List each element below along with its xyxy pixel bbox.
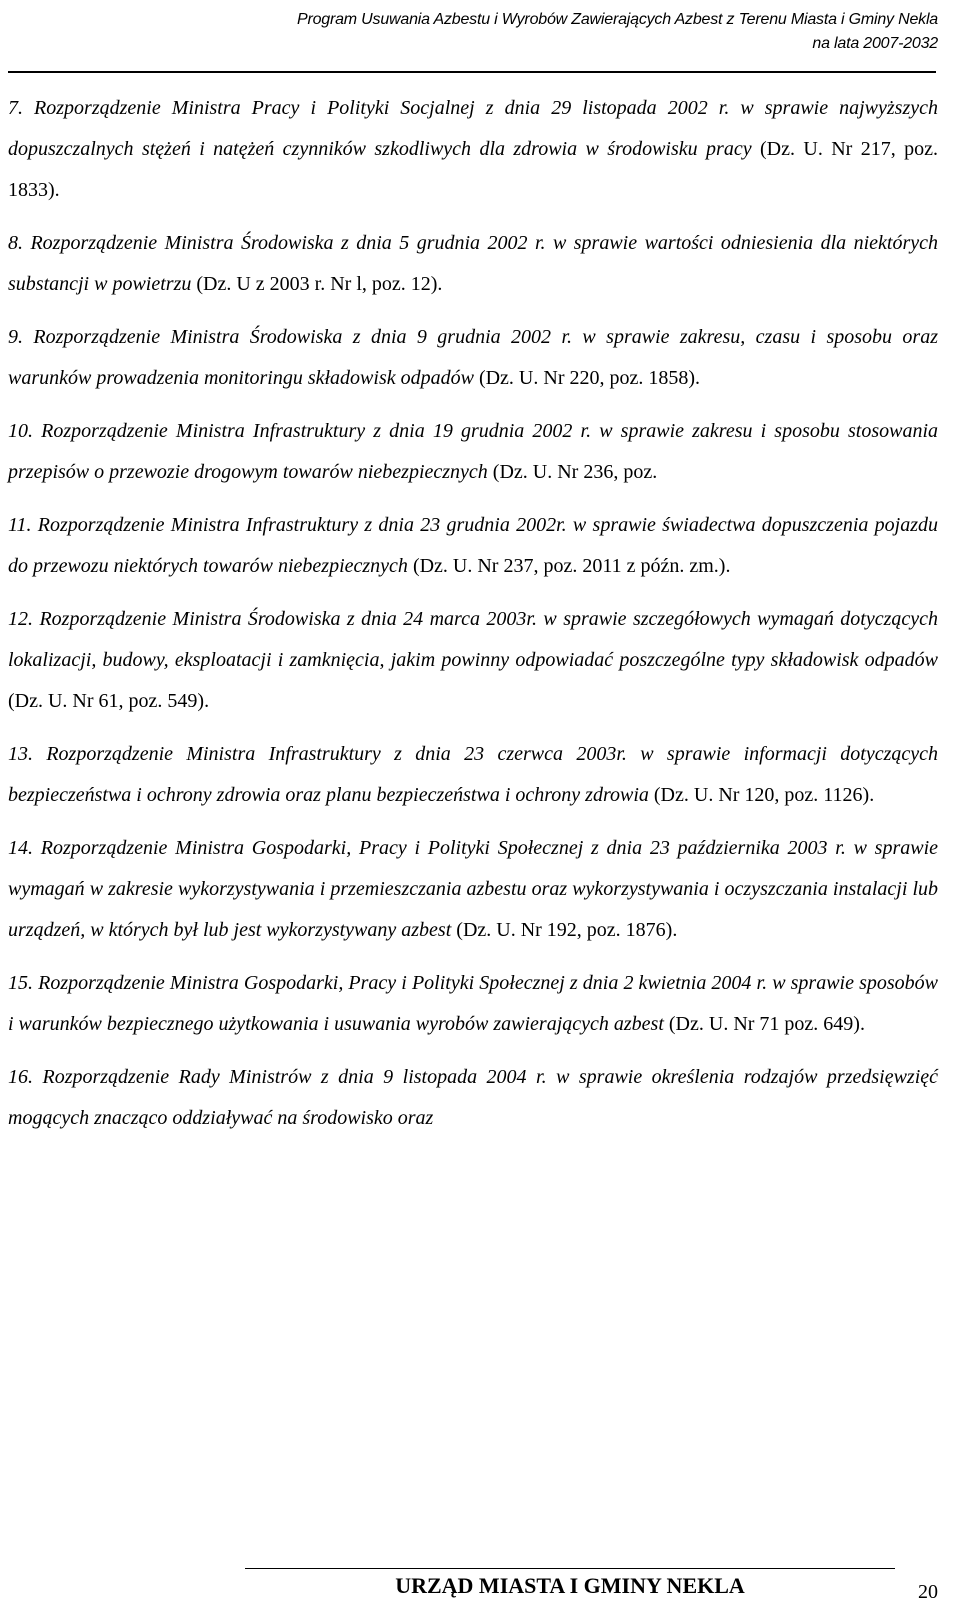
header-program-title: Program Usuwania Azbestu i Wyrobów Zawierających Azbest z Terenu Miasta i Gminy Nekla xyxy=(296,11,938,28)
list-item xyxy=(8,223,938,305)
list-item xyxy=(8,963,938,1045)
item-reference: (Dz. U. Nr 71 poz. 649). xyxy=(668,1013,865,1035)
item-title: Rozporządzenie Ministra Środowiska z dnia 9 grudnia 2002 r. w sprawie zakresu, czasu i sposobu oraz warunków prowadzenia monitoringu składowisk odpadów xyxy=(8,326,939,389)
item-number: 15. xyxy=(8,972,33,994)
item-reference: (Dz. U. Nr 61, poz. 549). xyxy=(8,690,210,712)
legal-acts-list xyxy=(8,88,938,1151)
item-number: 14. xyxy=(8,837,33,859)
footer-organization: URZĄD MIASTA I GMINY NEKLA xyxy=(395,1573,745,1598)
list-item xyxy=(8,317,938,399)
item-reference: (Dz. U. Nr 220, poz. 1858). xyxy=(478,367,701,389)
item-number: 12. xyxy=(8,608,33,630)
item-title: Rozporządzenie Ministra Środowiska z dnia 24 marca 2003r. w sprawie szczegółowych wymagań dotyczących lokalizacji, budowy, eksploatacji i zamknięcia, jakim powinny odpowiadać poszczególne typy składowisk odpadów xyxy=(8,608,939,671)
list-item xyxy=(8,411,938,493)
item-reference: (Dz. U. Nr 236, poz. xyxy=(492,461,658,483)
list-item xyxy=(8,505,938,587)
footer-divider xyxy=(245,1568,895,1569)
item-reference: (Dz. U. Nr 120, poz. 1126). xyxy=(653,784,875,806)
item-title: Rozporządzenie Ministra Pracy i Polityki Socjalnej z dnia 29 listopada 2002 r. w sprawie najwyższych dopuszczalnych stężeń i natężeń czynników szkodliwych dla zdrowia w środowisku pracy xyxy=(8,97,939,160)
item-number: 11. xyxy=(8,514,32,536)
item-title: Rozporządzenie Ministra Infrastruktury z dnia 19 grudnia 2002 r. w sprawie zakresu i sposobu stosowania przepisów o przewozie drogowym towarów niebezpiecznych xyxy=(8,420,939,483)
header-period: na lata 2007-2032 xyxy=(812,35,938,52)
item-number: 7. xyxy=(8,97,23,119)
header-divider xyxy=(8,71,936,73)
list-item xyxy=(8,734,938,816)
list-item xyxy=(8,88,938,211)
document-header xyxy=(38,8,938,56)
item-title: Rozporządzenie Ministra Gospodarki, Pracy i Polityki Społecznej z dnia 2 kwietnia 2004 r. w sprawie sposobów i warunków bezpiecznego użytkowania i usuwania wyrobów zawierających azbest xyxy=(8,972,938,1035)
item-title: Rozporządzenie Ministra Gospodarki, Pracy i Polityki Społecznej z dnia 23 października 2003 r. w sprawie wymagań w zakresie wykorzystywania i przemieszczania azbestu oraz wykorzystywania i oczyszczania instalacji lub urządzeń, w których był lub jest wykorzystywany azbest xyxy=(8,837,939,941)
item-title: Rozporządzenie Ministra Infrastruktury z dnia 23 grudnia 2002r. w sprawie świadectwa dopuszczenia pojazdu do przewozu niektórych towarów niebezpiecznych xyxy=(8,514,938,577)
item-title: Rozporządzenie Ministra Infrastruktury z dnia 23 czerwca 2003r. w sprawie informacji dotyczących bezpieczeństwa i ochrony zdrowia oraz planu bezpieczeństwa i ochrony zdrowia xyxy=(8,743,939,806)
item-number: 16. xyxy=(8,1066,33,1088)
item-number: 13. xyxy=(8,743,33,765)
item-number: 10. xyxy=(8,420,33,442)
page-number: 20 xyxy=(918,1581,938,1603)
item-number: 8. xyxy=(8,232,23,254)
list-item xyxy=(8,1057,938,1139)
list-item xyxy=(8,599,938,722)
item-reference: (Dz. U. Nr 217, poz. 1833). xyxy=(8,138,939,201)
list-item xyxy=(8,828,938,951)
item-reference: (Dz. U. Nr 237, poz. 2011 z późn. zm.). xyxy=(412,555,731,577)
item-reference: (Dz. U z 2003 r. Nr l, poz. 12). xyxy=(196,273,443,295)
item-title: Rozporządzenie Rady Ministrów z dnia 9 listopada 2004 r. w sprawie określenia rodzajów przedsięwzięć mogących znacząco oddziaływać na środowisko oraz xyxy=(8,1066,939,1129)
item-number: 9. xyxy=(8,326,23,348)
item-title: Rozporządzenie Ministra Środowiska z dnia 5 grudnia 2002 r. w sprawie wartości odniesienia dla niektórych substancji w powietrzu xyxy=(8,232,939,295)
item-reference: (Dz. U. Nr 192, poz. 1876). xyxy=(456,919,678,941)
